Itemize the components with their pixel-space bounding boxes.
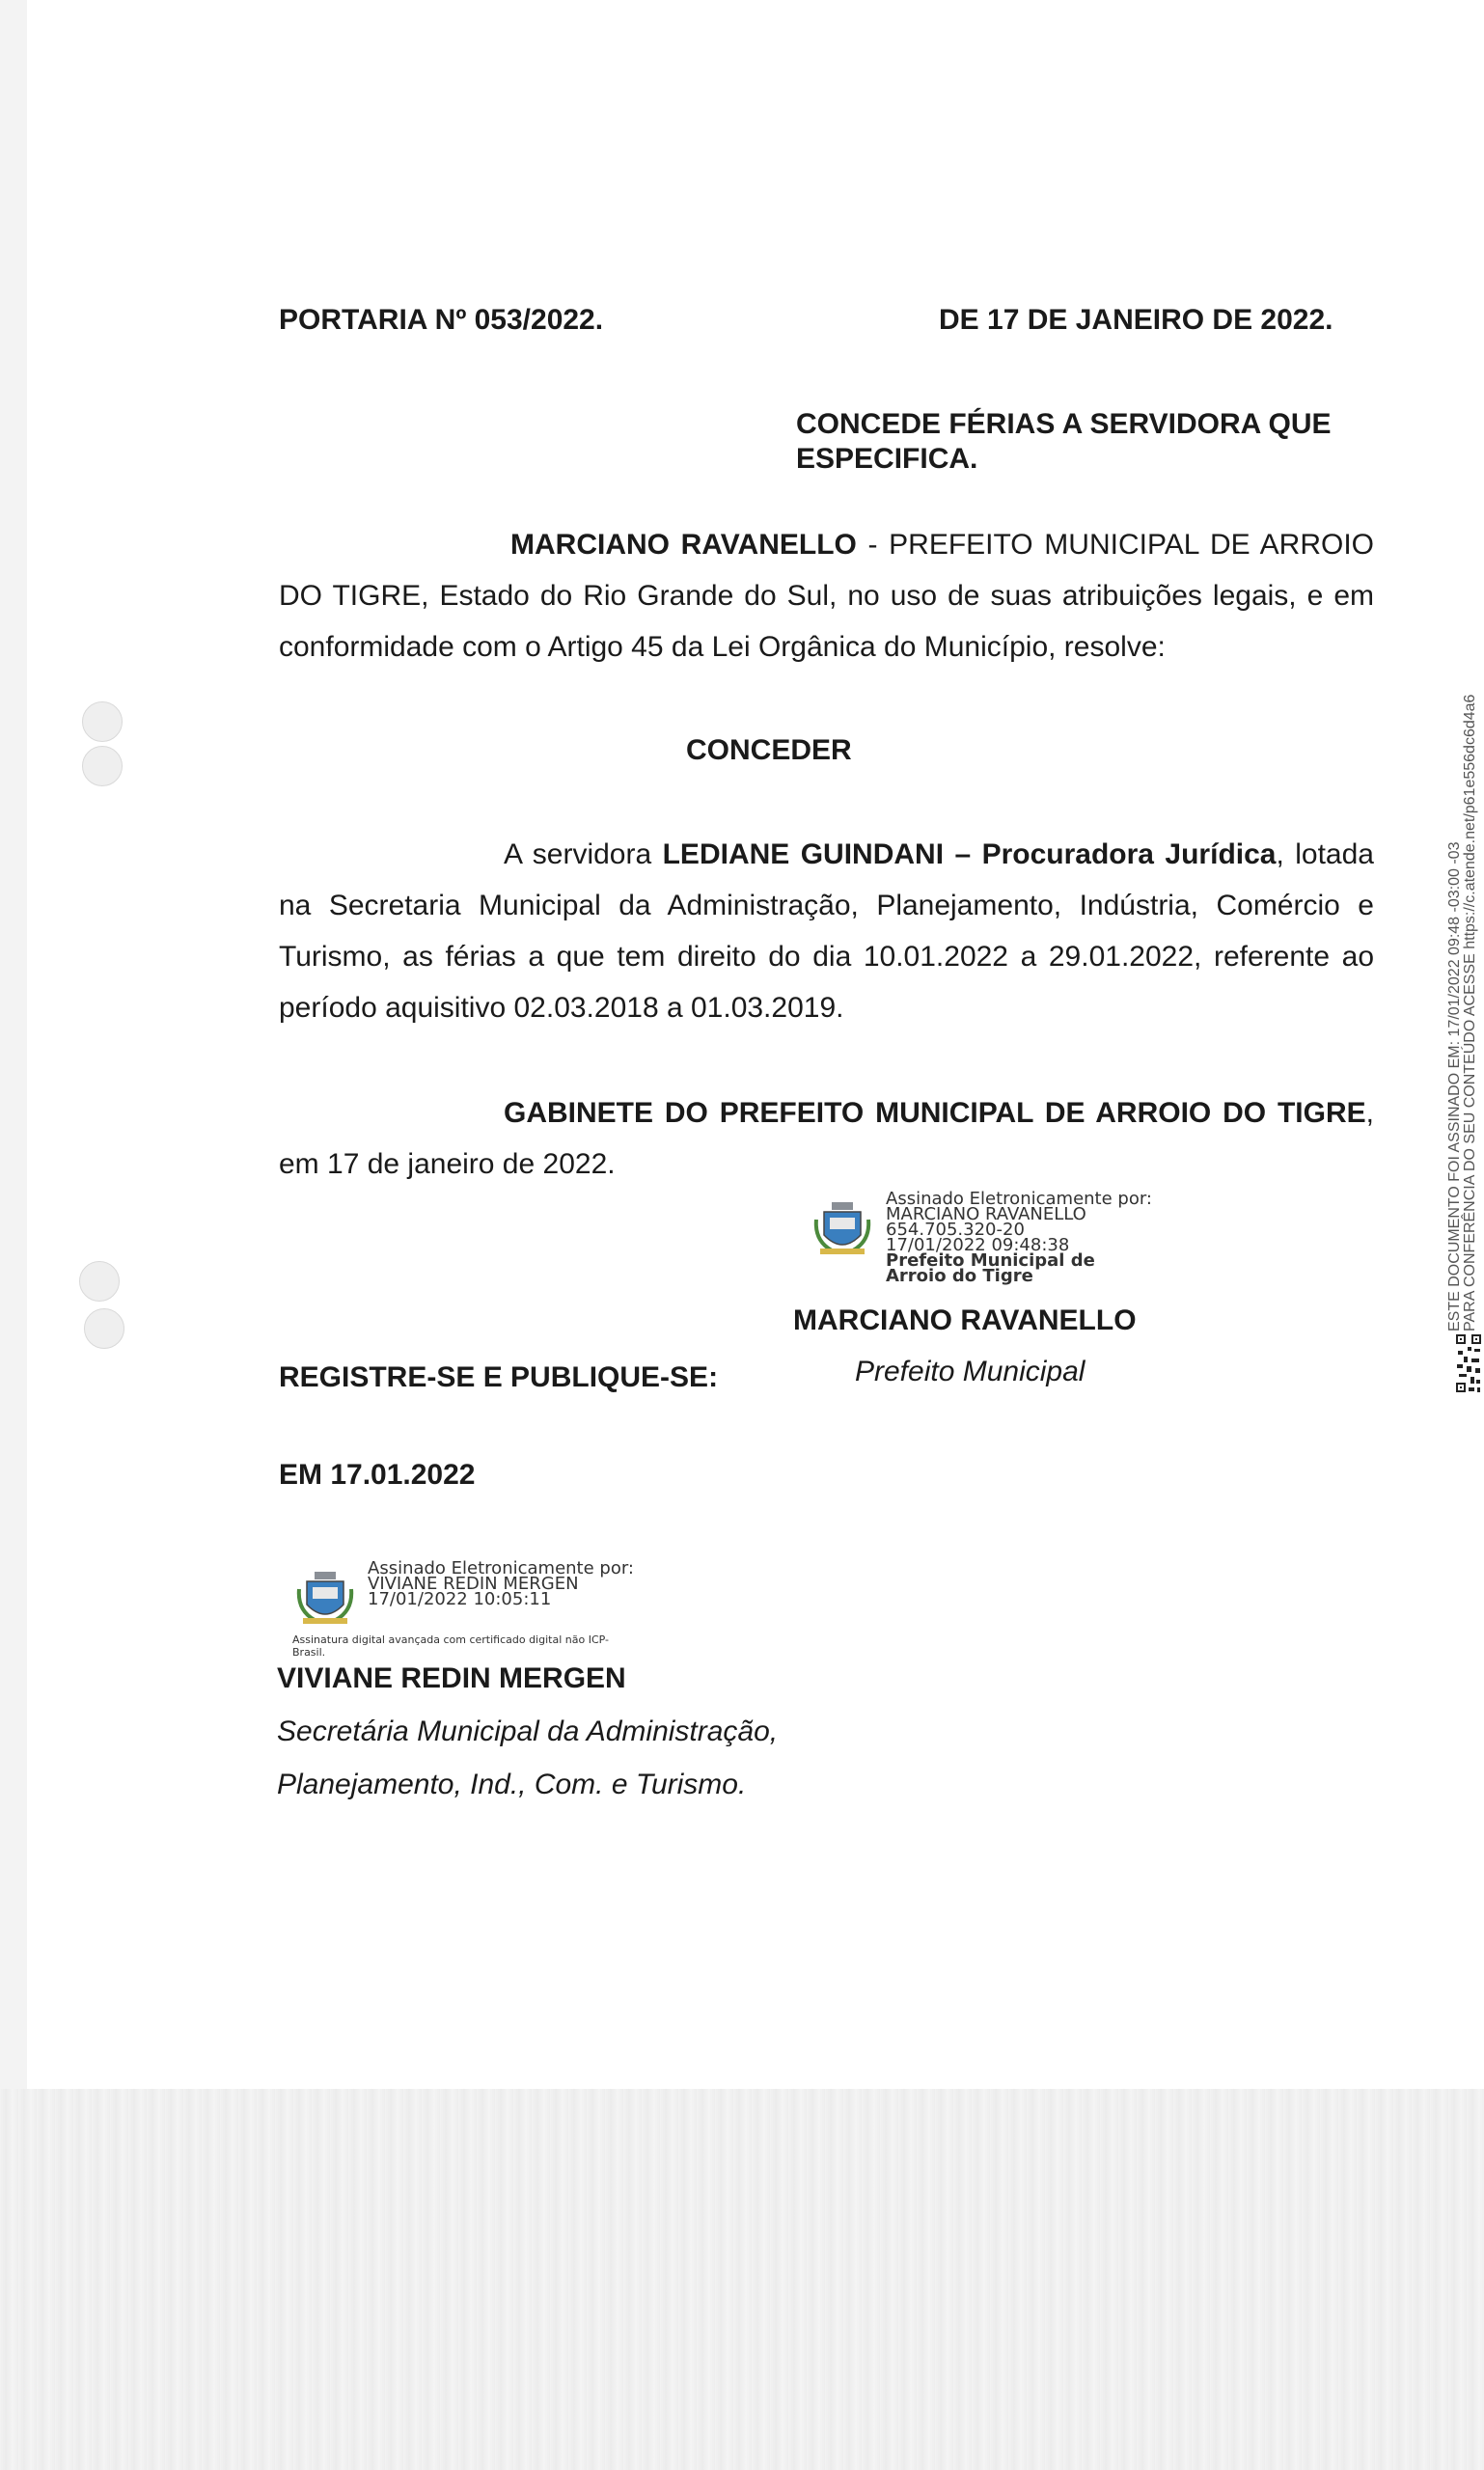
mayor-e-signature xyxy=(886,1189,1152,1286)
closing-date: , em 17 de janeiro de 2022. xyxy=(279,1097,1374,1180)
body-paragraph xyxy=(279,829,1374,1033)
signature-note-line-2: Brasil. xyxy=(292,1646,326,1659)
mayor-title: Prefeito Municipal xyxy=(855,1356,1086,1387)
ementa-line-2: ESPECIFICA. xyxy=(796,443,978,475)
preamble-paragraph xyxy=(279,519,1374,672)
mayor-printed-name: MARCIANO RAVANELLO xyxy=(793,1304,1137,1336)
closing-paragraph xyxy=(279,1087,1374,1190)
municipal-seal-icon xyxy=(295,1568,355,1628)
qr-code-icon xyxy=(1455,1333,1482,1393)
closing-place: GABINETE DO PREFEITO MUNICIPAL DE ARROIO DO TIGRE xyxy=(504,1097,1366,1129)
secretary-title-2: Planejamento, Ind., Com. e Turismo. xyxy=(277,1769,747,1800)
body-intro: A servidora xyxy=(504,838,663,870)
ementa-line-1: CONCEDE FÉRIAS A SERVIDORA QUE xyxy=(796,408,1332,440)
secretary-e-signature xyxy=(368,1558,634,1609)
signature-note xyxy=(292,1633,609,1659)
verification-stamp xyxy=(1446,694,1478,1331)
signature-datetime: 17/01/2022 09:48:38 xyxy=(886,1235,1070,1255)
stamp-line-2: PARA CONFERÊNCIA DO SEU CONTEÚDO ACESSE https://c.atende.net/p61e556dc6d4a6 xyxy=(1462,694,1478,1331)
register-date: EM 17.01.2022 xyxy=(279,1459,476,1491)
signature-datetime: 17/01/2022 10:05:11 xyxy=(368,1589,552,1609)
body-text: , lotada na Secretaria Municipal da Administração, Planejamento, Indústria, Comércio e Turismo, as férias a que tem direito do dia 10.01.2022 a 29.01.2022, referente ao período aquisitivo 02.03.2018 a 01.03.2019. xyxy=(279,838,1374,1024)
portaria-number: PORTARIA Nº 053/2022. xyxy=(279,304,604,336)
punch-hole xyxy=(84,1308,124,1349)
punch-hole xyxy=(82,746,123,786)
signature-name: MARCIANO RAVANELLO xyxy=(886,1204,1086,1224)
secretary-title-1: Secretária Municipal da Administração, xyxy=(277,1715,779,1747)
mayor-name: MARCIANO RAVANELLO xyxy=(510,529,857,561)
signature-id: 654.705.320-20 xyxy=(886,1220,1025,1240)
punch-hole xyxy=(82,701,123,742)
scan-edge xyxy=(0,0,27,2094)
servant-name: LEDIANE GUINDANI – Procuradora Jurídica xyxy=(662,838,1277,870)
stamp-line-1: ESTE DOCUMENTO FOI ASSINADO EM: 17/01/2022 09:48 -03:00 -03 xyxy=(1446,841,1463,1331)
portaria-date: DE 17 DE JANEIRO DE 2022. xyxy=(939,304,1333,336)
signature-label: Assinado Eletronicamente por: xyxy=(368,1558,634,1578)
punch-hole xyxy=(79,1261,120,1302)
signature-role-1: Prefeito Municipal de xyxy=(886,1250,1095,1271)
secretary-printed-name: VIVIANE REDIN MERGEN xyxy=(277,1662,626,1694)
scan-bottom-area xyxy=(0,2089,1484,2470)
municipal-seal-icon xyxy=(812,1198,872,1258)
signature-name: VIVIANE REDIN MERGEN xyxy=(368,1574,579,1594)
signature-role-2: Arroio do Tigre xyxy=(886,1266,1033,1286)
preamble-text: - PREFEITO MUNICIPAL DE ARROIO DO TIGRE, Estado do Rio Grande do Sul, no uso de suas atribuições legais, e em conformidade com o Artigo 45 da Lei Orgânica do Município, resolve: xyxy=(279,529,1374,663)
register-publish: REGISTRE-SE E PUBLIQUE-SE: xyxy=(279,1361,719,1393)
signature-note-line-1: Assinatura digital avançada com certificado digital não ICP- xyxy=(292,1633,609,1646)
decision-heading: CONCEDER xyxy=(686,734,852,766)
signature-label: Assinado Eletronicamente por: xyxy=(886,1189,1152,1209)
